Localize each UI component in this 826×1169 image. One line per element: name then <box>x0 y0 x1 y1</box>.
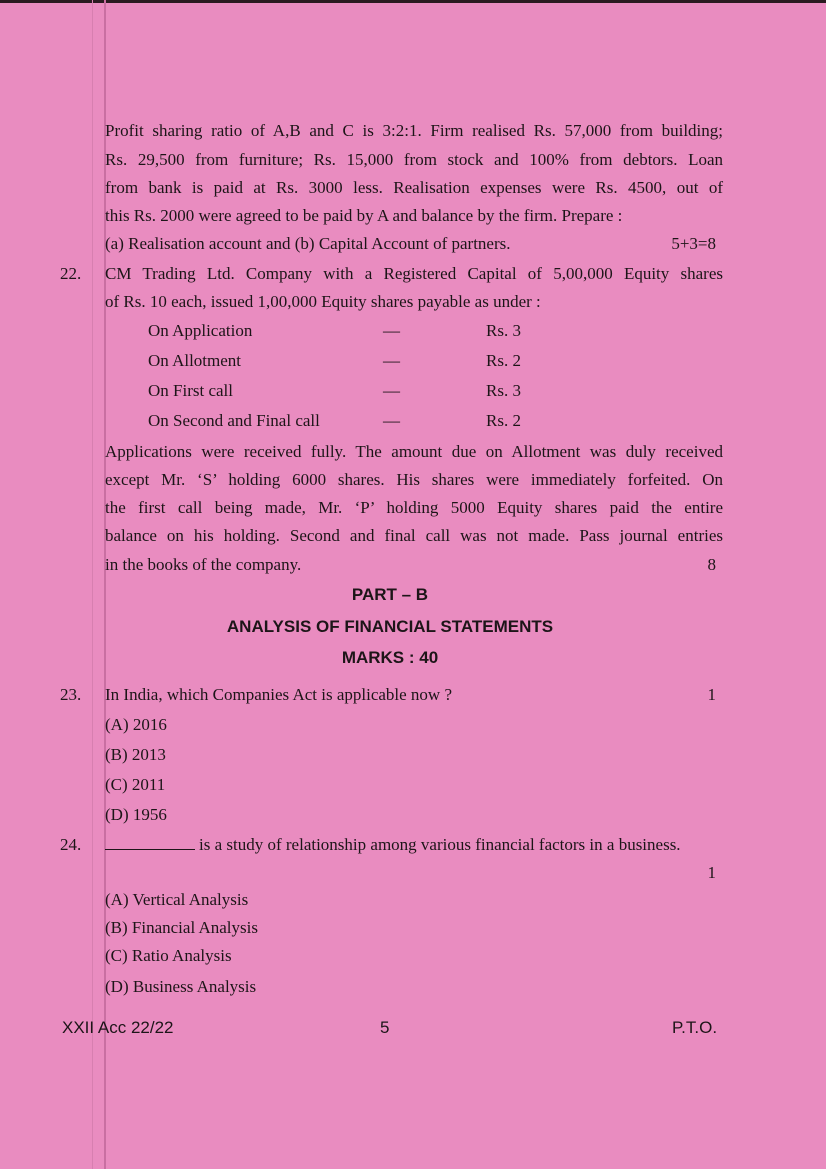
call-label: On First call <box>148 381 233 400</box>
call-amount: Rs. 3 <box>486 321 521 340</box>
call-label: On Allotment <box>148 351 242 370</box>
dash: — <box>383 381 400 400</box>
paper-code: XXII Acc 22/22 <box>62 1018 174 1037</box>
q22-para-line: Applications were received fully. The amount due on Allotment was duly received <box>105 442 723 461</box>
option: (C) 2011 <box>105 775 166 794</box>
option: (B) 2013 <box>105 745 166 764</box>
call-amount: Rs. 2 <box>486 411 521 430</box>
intro-line: this Rs. 2000 were agreed to be paid by A and balance by the firm. Prepare : <box>105 206 623 225</box>
q22-para-line: balance on his holding. Second and final call was not made. Pass journal entries <box>105 526 723 545</box>
q22-para-line: except Mr. ‘S’ holding 6000 shares. His shares were immediately forfeited. On <box>105 470 723 489</box>
q23-question: In India, which Companies Act is applicable now ? <box>105 685 452 704</box>
dash: — <box>383 321 400 340</box>
part-subtitle: ANALYSIS OF FINANCIAL STATEMENTS <box>226 617 554 636</box>
option: (D) 1956 <box>105 805 167 824</box>
q23-marks: 1 <box>707 685 716 704</box>
dash: — <box>383 411 400 430</box>
question-number: 23. <box>60 685 82 704</box>
intro-line: from bank is paid at Rs. 3000 less. Realisation expenses were Rs. 4500, out of <box>105 178 723 197</box>
q22-para-line: the first call being made, Mr. ‘P’ holding 5000 Equity shares paid the entire <box>105 498 723 517</box>
call-label: On Application <box>148 321 253 340</box>
page-number: 5 <box>380 1018 390 1037</box>
part-marks: MARKS : 40 <box>341 648 439 667</box>
call-label: On Second and Final call <box>148 411 320 430</box>
q22-line: of Rs. 10 each, issued 1,00,000 Equity shares payable as under : <box>105 292 541 311</box>
answer-blank <box>105 837 195 850</box>
q24-marks: 1 <box>707 863 716 882</box>
option: (A) 2016 <box>105 715 167 734</box>
dash: — <box>383 351 400 370</box>
q24-question-line <box>105 834 723 856</box>
q24-question: is a study of relationship among various financial factors in a business. <box>199 835 681 854</box>
intro-task: (a) Realisation account and (b) Capital Account of partners. <box>105 234 511 253</box>
intro-line: Profit sharing ratio of A,B and C is 3:2:1. Firm realised Rs. 57,000 from building; <box>105 121 723 140</box>
pto-label: P.T.O. <box>672 1018 718 1037</box>
option: (C) Ratio Analysis <box>105 946 232 965</box>
q22-marks: 8 <box>707 555 716 574</box>
intro-marks: 5+3=8 <box>671 234 716 253</box>
question-number: 24. <box>60 835 82 854</box>
call-amount: Rs. 2 <box>486 351 521 370</box>
call-amount: Rs. 3 <box>486 381 521 400</box>
option: (B) Financial Analysis <box>105 918 258 937</box>
intro-line: Rs. 29,500 from furniture; Rs. 15,000 from stock and 100% from debtors. Loan <box>105 150 723 169</box>
q22-line: CM Trading Ltd. Company with a Registered Capital of 5,00,000 Equity shares <box>105 264 723 283</box>
part-title: PART – B <box>351 585 429 604</box>
question-number: 22. <box>60 264 82 283</box>
option: (D) Business Analysis <box>105 977 257 996</box>
q22-para-line: in the books of the company. <box>105 555 302 574</box>
option: (A) Vertical Analysis <box>105 890 249 909</box>
